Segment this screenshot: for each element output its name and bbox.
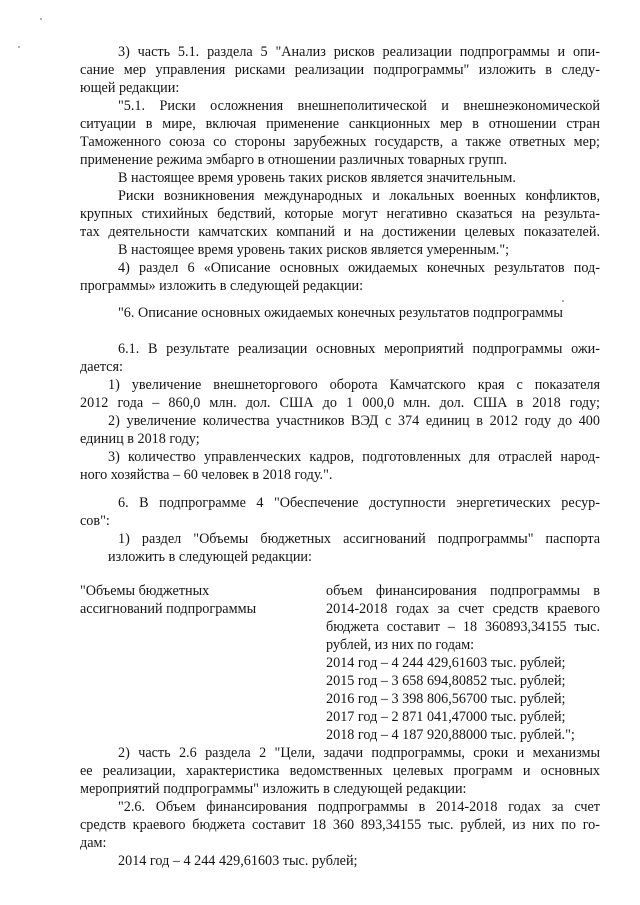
text-line: 1) раздел "Объемы бюджетных ассигнований подпрограммы" паспорта	[118, 531, 600, 547]
passport-value-line: рублей, из них по годам:	[326, 637, 475, 653]
text-line: мероприятий подпрограммы" изложить в следующей редакции:	[80, 781, 467, 797]
passport-value-line: 2014-2018 годах за счет средств краевого	[326, 601, 600, 617]
passport-label: "Объемы бюджетных	[80, 583, 210, 599]
text-line: 6. В подпрограмме 4 "Обеспечение доступности энергетических ресур-	[118, 495, 600, 511]
text-line: "2.6. Объем финансирования подпрограммы в 2014-2018 годах за счет	[118, 799, 600, 815]
list-item: 3) количество управленческих кадров, подготовленных для отраслей народ-	[108, 449, 600, 465]
text-line: сов":	[80, 513, 110, 529]
passport-year-line: 2016 год – 3 398 806,56700 тыс. рублей;	[326, 691, 566, 707]
list-item: 2) увеличение количества участников ВЭД с 374 единиц в 2012 году до 400	[108, 413, 600, 429]
passport-year-line: 2017 год – 2 871 041,47000 тыс. рублей;	[326, 709, 566, 725]
text-line: сание мер управления рисками реализации подпрограммы" изложить в следу-	[80, 62, 600, 78]
text-line: 2) часть 2.6 раздела 2 "Цели, задачи подпрограммы, сроки и механизмы	[118, 745, 600, 761]
text-line: применение режима эмбарго в отношении различных товарных групп.	[80, 152, 508, 168]
text-line: Таможенного союза со стороны зарубежных государств, а также ответных мер;	[80, 134, 600, 150]
text-line: 4) раздел 6 «Описание основных ожидаемых конечных результатов под-	[118, 260, 600, 276]
passport-year-line: 2014 год – 4 244 429,61603 тыс. рублей;	[326, 655, 566, 671]
list-item: 1) увеличение внешнеторгового оборота Камчатского края с показателя	[108, 377, 600, 393]
text-line: крупных стихийных бедствий, которые могут негативно сказаться на результа-	[80, 206, 600, 222]
text-line: ее реализации, характеристика ведомственных целевых программ и основных	[80, 763, 600, 779]
list-item-continuation: единиц в 2018 году;	[80, 431, 200, 447]
text-line: ющей редакции:	[80, 80, 180, 96]
text-line: 2014 год – 4 244 429,61603 тыс. рублей;	[118, 853, 358, 869]
text-line: "5.1. Риски осложнения внешнеполитической и внешнеэкономической	[118, 98, 600, 114]
text-line: программы» изложить в следующей редакции:	[80, 278, 364, 294]
scan-speck	[40, 18, 42, 20]
text-line: изложить в следующей редакции:	[108, 549, 312, 565]
list-item-continuation: 2012 года – 860,0 млн. дол. США до 1 000,0 млн. дол. США в 2018 году;	[80, 395, 600, 411]
text-line: дам:	[80, 835, 107, 851]
text-line: дается:	[80, 359, 123, 375]
passport-label: ассигнований подпрограммы	[80, 601, 257, 617]
text-line: тах деятельности камчатских компаний и на достижении целевых показателей.	[80, 224, 600, 240]
text-line: средств краевого бюджета составит 18 360 893,34155 тыс. рублей, из них по го-	[80, 817, 600, 833]
text-line: В настоящее время уровень таких рисков является значительным.	[118, 170, 516, 186]
list-item-continuation: ного хозяйства – 60 человек в 2018 году.".	[80, 467, 333, 483]
text-line: 6.1. В результате реализации основных мероприятий подпрограммы ожи-	[118, 341, 600, 357]
passport-value-line: объем финансирования подпрограммы в	[326, 583, 600, 599]
text-line: ситуации в мире, включая применение санкционных мер в отношении стран	[80, 116, 600, 132]
passport-year-line: 2018 год – 4 187 920,88000 тыс. рублей.";	[326, 727, 575, 743]
passport-value-line: бюджета составит – 18 360893,34155 тыс.	[326, 619, 600, 635]
text-line: 3) часть 5.1. раздела 5 "Анализ рисков реализации подпрограммы и опи-	[118, 44, 600, 60]
scan-speck	[562, 300, 564, 302]
scan-speck	[18, 46, 20, 48]
text-line: Риски возникновения международных и локальных военных конфликтов,	[118, 188, 600, 204]
section-heading: "6. Описание основных ожидаемых конечных результатов подпрограммы	[118, 305, 563, 321]
passport-year-line: 2015 год – 3 658 694,80852 тыс. рублей;	[326, 673, 566, 689]
text-line: В настоящее время уровень таких рисков является умеренным.";	[118, 242, 510, 258]
